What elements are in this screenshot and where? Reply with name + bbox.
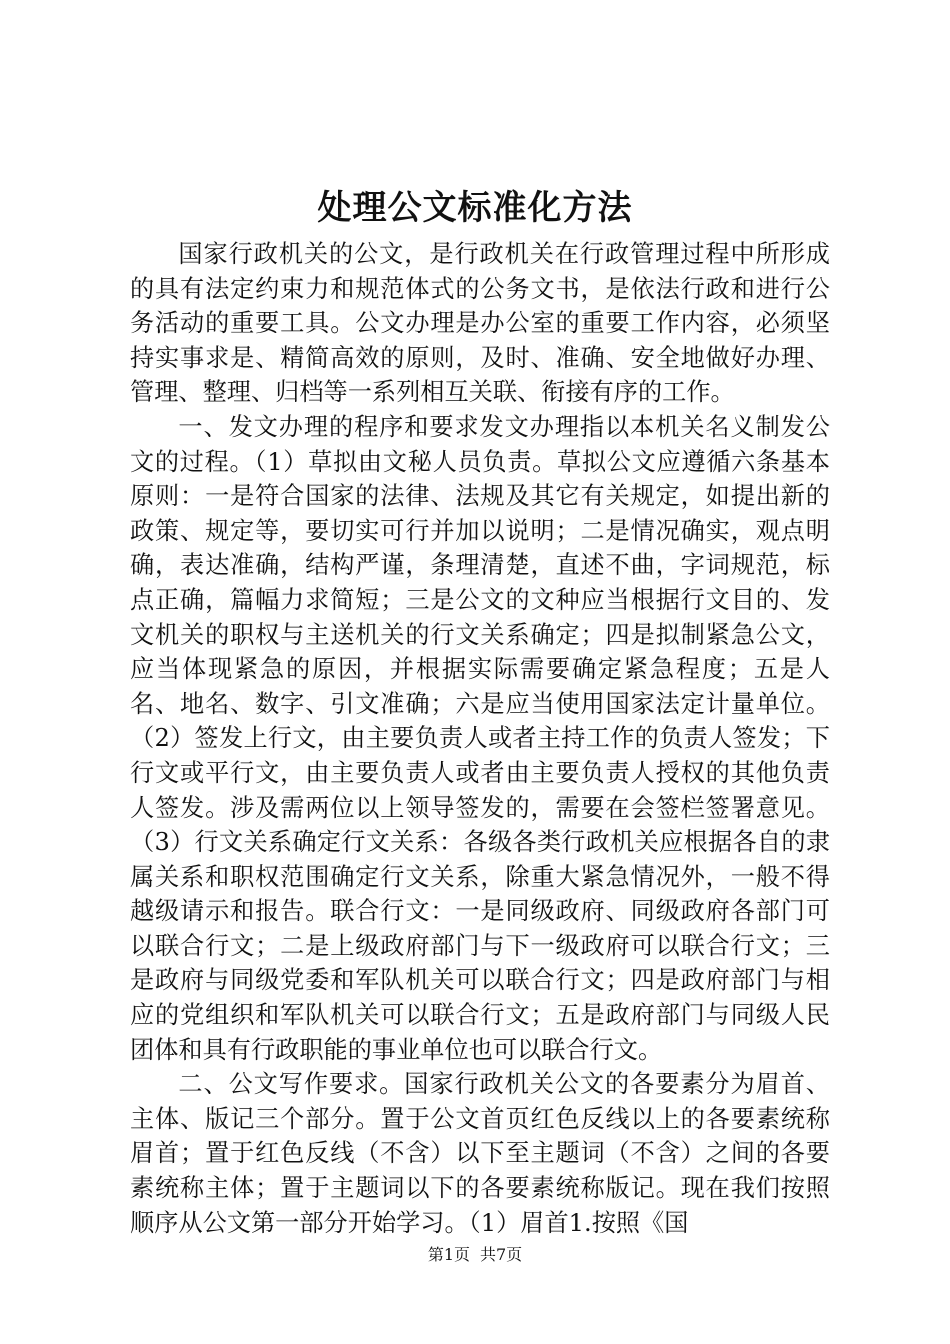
page-total: 共7页 xyxy=(480,1245,523,1264)
page-number: 第1页 xyxy=(427,1245,470,1264)
document-body xyxy=(130,237,830,1240)
page-footer xyxy=(0,1243,950,1267)
paragraph-section-two: 二、公文写作要求。国家行政机关公文的各要素分为眉首、主体、版记三个部分。置于公文首页红色反线以上的各要素统称眉首；置于红色反线（不含）以下至主题词（不含）之间的各要素统称主体；置于主题词以下的各要素统称版记。现在我们按照顺序从公文第一部分开始学习。（1）眉首1.按照《国 xyxy=(130,1070,830,1237)
document-title: 处理公文标准化方法 xyxy=(317,188,633,228)
paragraph-intro: 国家行政机关的公文，是行政机关在行政管理过程中所形成的具有法定约束力和规范体式的公务文书，是依法行政和进行公务活动的重要工具。公文办理是办公室的重要工作内容，必须坚持实事求是、精简高效的原则，及时、准确、安全地做好办理、管理、整理、归档等一系列相互关联、衔接有序的工作。 xyxy=(130,240,830,407)
paragraph-section-one: 一、发文办理的程序和要求发文办理指以本机关名义制发公文的过程。（1）草拟由文秘人员负责。草拟公文应遵循六条基本原则：一是符合国家的法律、法规及其它有关规定，如提出新的政策、规定等，要切实可行并加以说明；二是情况确实，观点明确，表达准确，结构严谨，条理清楚，直述不曲，字词规范，标点正确，篇幅力求简短；三是公文的文种应当根据行文目的、发文机关的职权与主送机关的行文关系确定；四是拟制紧急公文，应当体现紧急的原因，并根据实际需要确定紧急程度；五是人名、地名、数字、引文准确；六是应当使用国家法定计量单位。（2）签发上行文，由主要负责人或者主持工作的负责人签发；下行文或平行文，由主要负责人或者由主要负责人授权的其他负责人签发。涉及需两位以上领导签发的，需要在会签栏签署意见。（3）行文关系确定行文关系：各级各类行政机关应根据各自的隶属关系和职权范围确定行文关系，除重大紧急情况外，一般不得越级请示和报告。联合行文：一是同级政府、同级政府各部门可以联合行文；二是上级政府部门与下一级政府可以联合行文；三是政府与同级党委和军队机关可以联合行文；四是政府部门与相应的党组织和军队机关可以联合行文；五是政府部门与同级人民团体和具有行政职能的事业单位也可以联合行文。 xyxy=(130,412,830,1064)
